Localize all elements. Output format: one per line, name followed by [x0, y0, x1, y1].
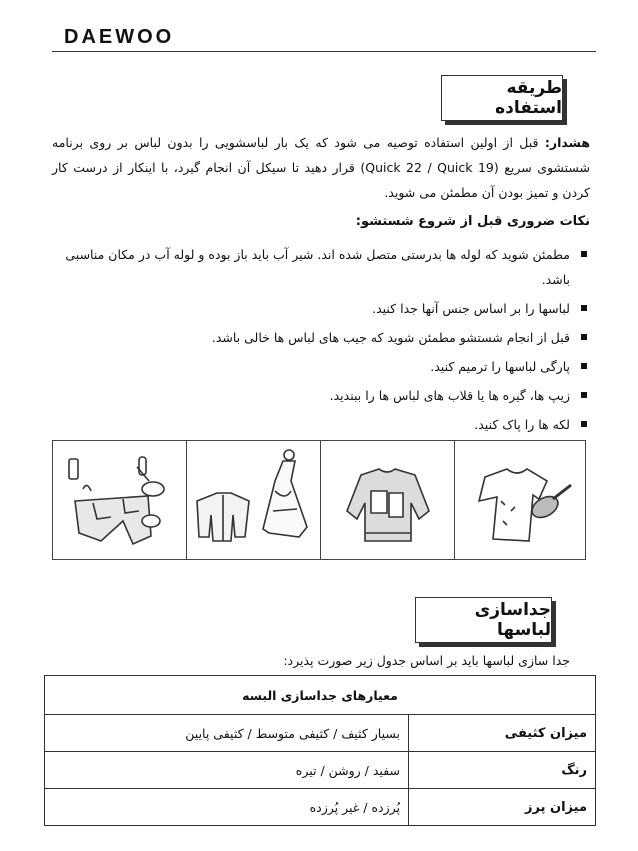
section-title-sorting-text: جداسازی لباسها	[474, 600, 551, 640]
illustration-shirt-brush	[455, 441, 588, 559]
shirt-brush-icon	[455, 441, 588, 559]
daewoo-logo: DAEWOO	[64, 26, 175, 48]
prewash-checklist	[52, 242, 590, 441]
illustration-jacket-dress	[187, 441, 321, 559]
row-value: پُرزده / غیر پُرزده	[45, 789, 409, 826]
list-item: لباسها را بر اساس جنس آنها جدا کنید.	[52, 296, 590, 321]
table-row	[45, 752, 596, 789]
list-item: زیپ ها، گیره ها یا قلاب های لباس ها را ببندید.	[52, 383, 590, 408]
table-row	[45, 715, 596, 752]
pants-pockets-icon	[53, 441, 186, 559]
warning-label: هشدار:	[544, 135, 590, 150]
sorting-intro: جدا سازی لباسها باید بر اساس جدول زیر صورت پذیرد:	[283, 653, 570, 668]
row-value: سفید / روشن / تیره	[45, 752, 409, 789]
row-label: میزان کثیفی	[409, 715, 596, 752]
list-item: پارگی لباسها را ترمیم کنید.	[52, 354, 590, 379]
list-item: مطمئن شوید که لوله ها بدرستی متصل شده اند. شیر آب باید باز بوده و لوله آب در مکان مناسبی باشد.	[52, 242, 590, 292]
warning-text: قبل از اولین استفاده توصیه می شود که یک بار لباسشویی را بدون لباس بر روی برنامه شستشوی سریع (Quick 22 / Quick 19) قرار دهید تا سیکل آن انجام گیرد، با اینکار از درست کار کردن و تمیز بودن آن مطمئن می شوید.	[52, 135, 590, 200]
section-title-sorting	[415, 597, 552, 643]
section-title-usage	[441, 75, 563, 121]
illustration-sweater	[321, 441, 455, 559]
sweater-icon	[321, 441, 454, 559]
table-row	[45, 789, 596, 826]
notes-title: نکات ضروری قبل از شروع شستشو:	[355, 214, 590, 229]
header-divider	[52, 51, 596, 52]
row-label: رنگ	[409, 752, 596, 789]
row-label: میزان پرز	[409, 789, 596, 826]
sorting-criteria-table	[44, 675, 596, 826]
illustration-pants-pockets	[53, 441, 187, 559]
jacket-dress-icon	[187, 441, 320, 559]
row-value: بسیار کثیف / کثیفی متوسط / کثیفی پایین	[45, 715, 409, 752]
illustration-strip	[52, 440, 586, 560]
section-title-usage-text: طریقه استفاده	[495, 78, 562, 118]
warning-paragraph	[52, 130, 590, 205]
table-header: معیارهای جداسازی البسه	[45, 676, 596, 715]
list-item: قبل از انجام شستشو مطمئن شوید که جیب های لباس ها خالی باشد.	[52, 325, 590, 350]
list-item: لکه ها را پاک کنید.	[52, 412, 590, 437]
